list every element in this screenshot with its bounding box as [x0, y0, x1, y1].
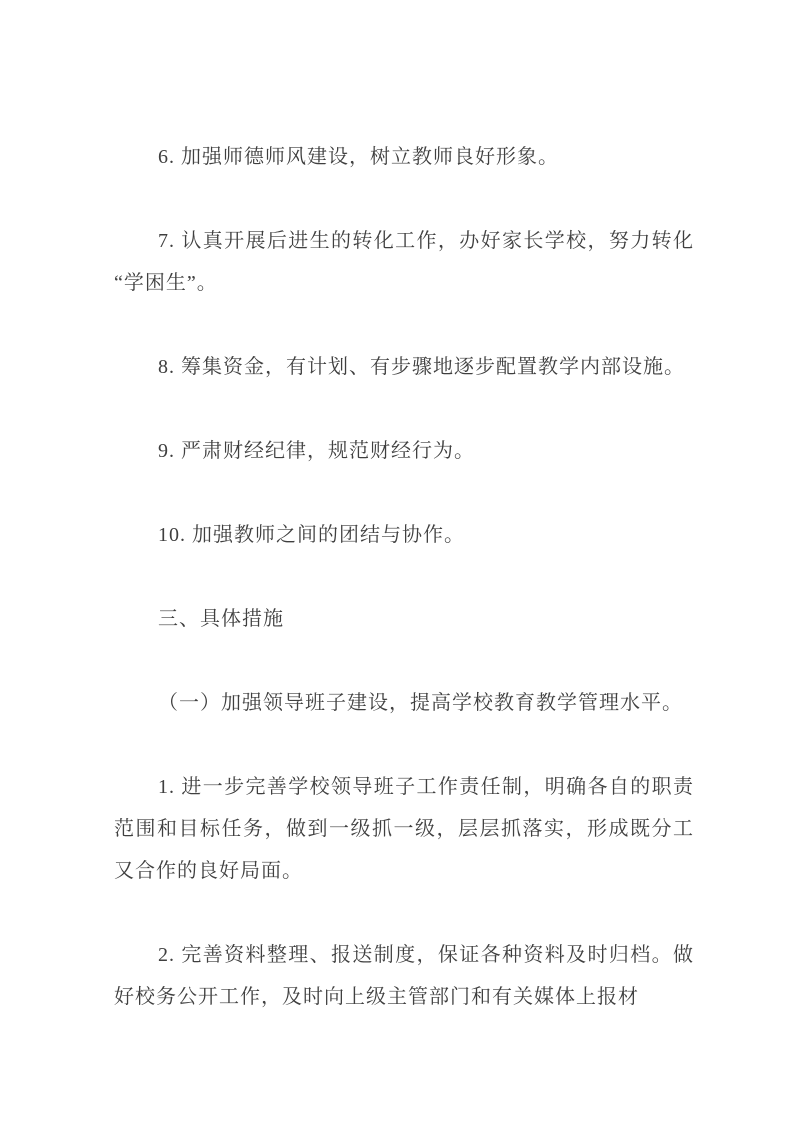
document-paragraph: 10. 加强教师之间的团结与协作。	[158, 524, 465, 546]
document-paragraph: 8. 筹集资金，有计划、有步骤地逐步配置教学内部设施。	[158, 356, 685, 378]
section-heading: 三、具体措施	[158, 608, 284, 630]
document-body	[114, 136, 694, 1060]
document-paragraph: 6. 加强师德师风建设，树立教师良好形象。	[158, 146, 559, 168]
sub-section-heading: （一）加强领导班子建设，提高学校教育教学管理水平。	[158, 692, 683, 714]
document-paragraph: 7. 认真开展后进生的转化工作，办好家长学校，努力转化“学困生”。	[114, 230, 694, 294]
document-paragraph: 1. 进一步完善学校领导班子工作责任制，明确各自的职责范围和目标任务，做到一级抓一级，层层抓落实，形成既分工又合作的良好局面。	[114, 776, 694, 882]
document-paragraph: 2. 完善资料整理、报送制度，保证各种资料及时归档。做好校务公开工作，及时向上级主管部门和有关媒体上报材	[114, 944, 694, 1008]
document-paragraph: 9. 严肃财经纪律，规范财经行为。	[158, 440, 475, 462]
